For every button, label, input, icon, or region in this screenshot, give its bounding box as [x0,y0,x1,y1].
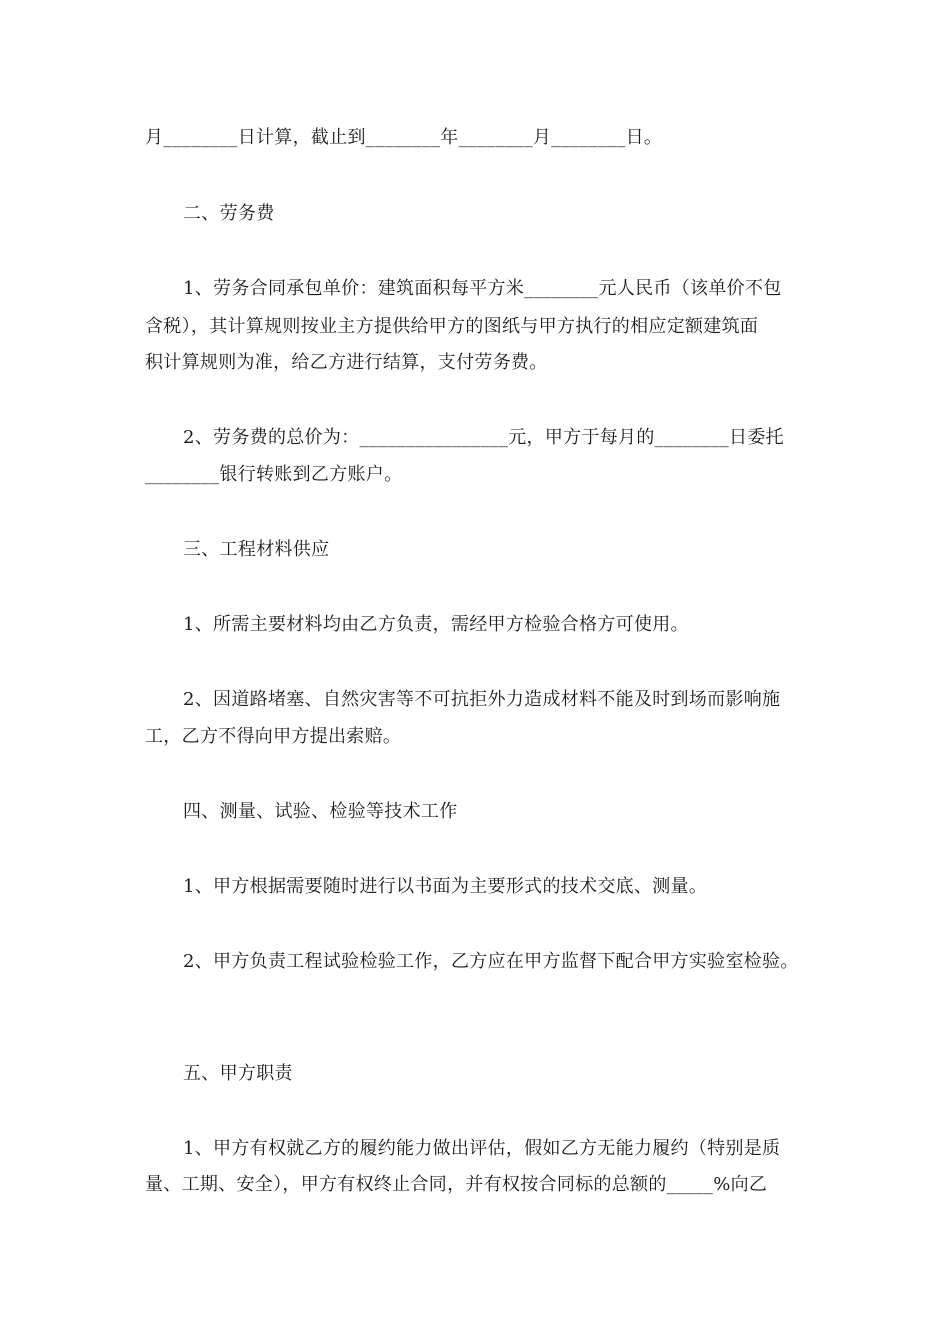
section-heading-party-a-duties: 五、甲方职责 [183,1063,293,1084]
paragraph-line-materials-2-cont: 工，乙方不得向甲方提出索赔。 [145,726,402,747]
paragraph-line-unit-price: 1、劳务合同承包单价：建筑面积每平方米________元人民币（该单价不包 [183,278,782,299]
paragraph-line-technical-2: 2、甲方负责工程试验检验工作，乙方应在甲方监督下配合甲方实验室检验。 [183,951,799,972]
section-heading-technical-work: 四、测量、试验、检验等技术工作 [183,801,458,822]
paragraph-line-total-price-cont: ________银行转账到乙方账户。 [145,464,403,485]
paragraph-line-materials-2: 2、因道路堵塞、自然灾害等不可抗拒外力造成材料不能及时到场而影响施 [183,689,781,710]
paragraph-line-technical-1: 1、甲方根据需要随时进行以书面为主要形式的技术交底、测量。 [183,876,708,897]
paragraph-line-date-continuation: 月________日计算，截止到________年________月________日。 [145,127,663,148]
paragraph-line-total-price: 2、劳务费的总价为：________________元，甲方于每月的________日委托 [183,427,784,448]
paragraph-line-party-a-1-cont: 量、工期、安全），甲方有权终止合同，并有权按合同标的总额的_____%向乙 [145,1174,768,1195]
paragraph-line-unit-price-cont-1: 含税），其计算规则按业主方提供给甲方的图纸与甲方执行的相应定额建筑面 [145,316,759,337]
paragraph-line-unit-price-cont-2: 积计算规则为准，给乙方进行结算，支付劳务费。 [145,352,548,373]
paragraph-line-party-a-1: 1、甲方有权就乙方的履约能力做出评估，假如乙方无能力履约（特别是质 [183,1138,781,1159]
section-heading-labor-fee: 二、劳务费 [183,203,275,224]
section-heading-materials: 三、工程材料供应 [183,539,330,560]
paragraph-line-materials-1: 1、所需主要材料均由乙方负责，需经甲方检验合格方可使用。 [183,614,689,635]
